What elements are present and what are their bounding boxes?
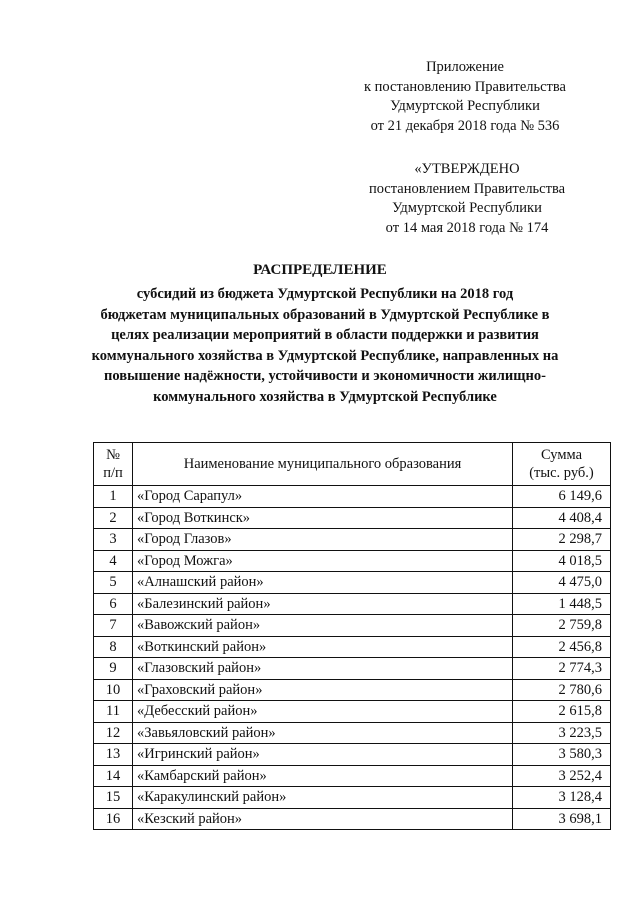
table-row [94,593,611,615]
row-sum: 2 780,6 [513,679,611,701]
header-name: Наименование муниципального образования [133,443,513,486]
row-number: 7 [94,615,133,637]
row-sum: 3 223,5 [513,722,611,744]
row-municipality: «Завьяловский район» [133,722,513,744]
table-header-row [94,443,611,486]
row-sum: 2 615,8 [513,701,611,723]
table-row [94,658,611,680]
row-sum: 1 448,5 [513,593,611,615]
table-row [94,486,611,508]
header-number [94,443,133,486]
subtitle-line: целях реализации мероприятий в области поддержки и развития [111,327,539,343]
approved-resolution: постановлением Правительства [368,180,566,197]
row-number: 10 [94,679,133,701]
table-row [94,507,611,529]
subtitle-line: коммунального хозяйства в Удмуртской Республике [153,388,497,405]
table-row [94,572,611,594]
row-number: 3 [94,529,133,551]
row-municipality: «Камбарский район» [133,765,513,787]
header-sum [513,443,611,486]
document-subtitle [90,284,560,407]
row-municipality: «Глазовский район» [133,658,513,680]
header-number-line2: п/п [103,465,123,481]
table-body [94,486,611,830]
row-municipality: «Игринский район» [133,744,513,766]
row-number: 15 [94,787,133,809]
row-number: 5 [94,572,133,594]
table-row [94,744,611,766]
row-number: 13 [94,744,133,766]
subtitle-line: повышение надёжности, устойчивости и экономичности жилищно- [104,368,546,384]
table-row [94,765,611,787]
row-municipality: «Город Можга» [133,550,513,572]
row-number: 11 [94,701,133,723]
approved-date: от 14 мая 2018 года № 174 [385,219,549,236]
row-sum: 2 774,3 [513,658,611,680]
row-sum: 3 698,1 [513,808,611,830]
header-sum-line2: (тыс. руб.) [529,465,594,481]
table-row [94,808,611,830]
subtitle-line: коммунального хозяйства в Удмуртской Республике, направленных на [91,347,559,364]
row-sum: 2 759,8 [513,615,611,637]
row-municipality: «Город Глазов» [133,529,513,551]
table-row [94,636,611,658]
header-sum-line1: Сумма [540,447,583,463]
appendix-republic: Удмуртской Республики [390,98,540,114]
appendix-block [360,58,570,136]
row-number: 6 [94,593,133,615]
row-municipality: «Алнашский район» [133,572,513,594]
table-row [94,701,611,723]
row-number: 8 [94,636,133,658]
table-row [94,550,611,572]
row-municipality: «Город Сарапул» [133,486,513,508]
row-sum: 2 456,8 [513,636,611,658]
table-row [94,529,611,551]
row-municipality: «Город Воткинск» [133,507,513,529]
row-municipality: «Вавожский район» [133,615,513,637]
table-row [94,722,611,744]
row-sum: 3 580,3 [513,744,611,766]
row-municipality: «Каракулинский район» [133,787,513,809]
row-municipality: «Дебесский район» [133,701,513,723]
appendix-resolution: к постановлению Правительства [364,78,566,95]
row-municipality: «Балезинский район» [133,593,513,615]
row-sum: 4 475,0 [513,572,611,594]
row-number: 4 [94,550,133,572]
table-row [94,615,611,637]
row-number: 9 [94,658,133,680]
document-title: РАСПРЕДЕЛЕНИЕ [253,262,387,278]
row-municipality: «Кезский район» [133,808,513,830]
appendix-date: от 21 декабря 2018 года № 536 [370,117,560,134]
row-number: 2 [94,507,133,529]
row-sum: 3 128,4 [513,787,611,809]
row-sum: 2 298,7 [513,529,611,551]
subtitle-line: субсидий из бюджета Удмуртской Республики на 2018 год [136,286,514,302]
approved-block [352,160,582,238]
approved-republic: Удмуртской Республики [392,200,542,216]
row-sum: 3 252,4 [513,765,611,787]
row-sum: 4 018,5 [513,550,611,572]
table-row [94,679,611,701]
distribution-table [93,442,611,830]
row-number: 14 [94,765,133,787]
row-sum: 6 149,6 [513,486,611,508]
row-number: 12 [94,722,133,744]
row-municipality: «Воткинский район» [133,636,513,658]
row-number: 16 [94,808,133,830]
subtitle-line: бюджетам муниципальных образований в Удмуртской Республике в [100,306,550,323]
row-municipality: «Граховский район» [133,679,513,701]
header-number-line1: № [106,447,120,463]
appendix-label: Приложение [426,59,504,75]
table-row [94,787,611,809]
row-number: 1 [94,486,133,508]
row-sum: 4 408,4 [513,507,611,529]
approved-label: «УТВЕРЖДЕНО [414,161,520,177]
